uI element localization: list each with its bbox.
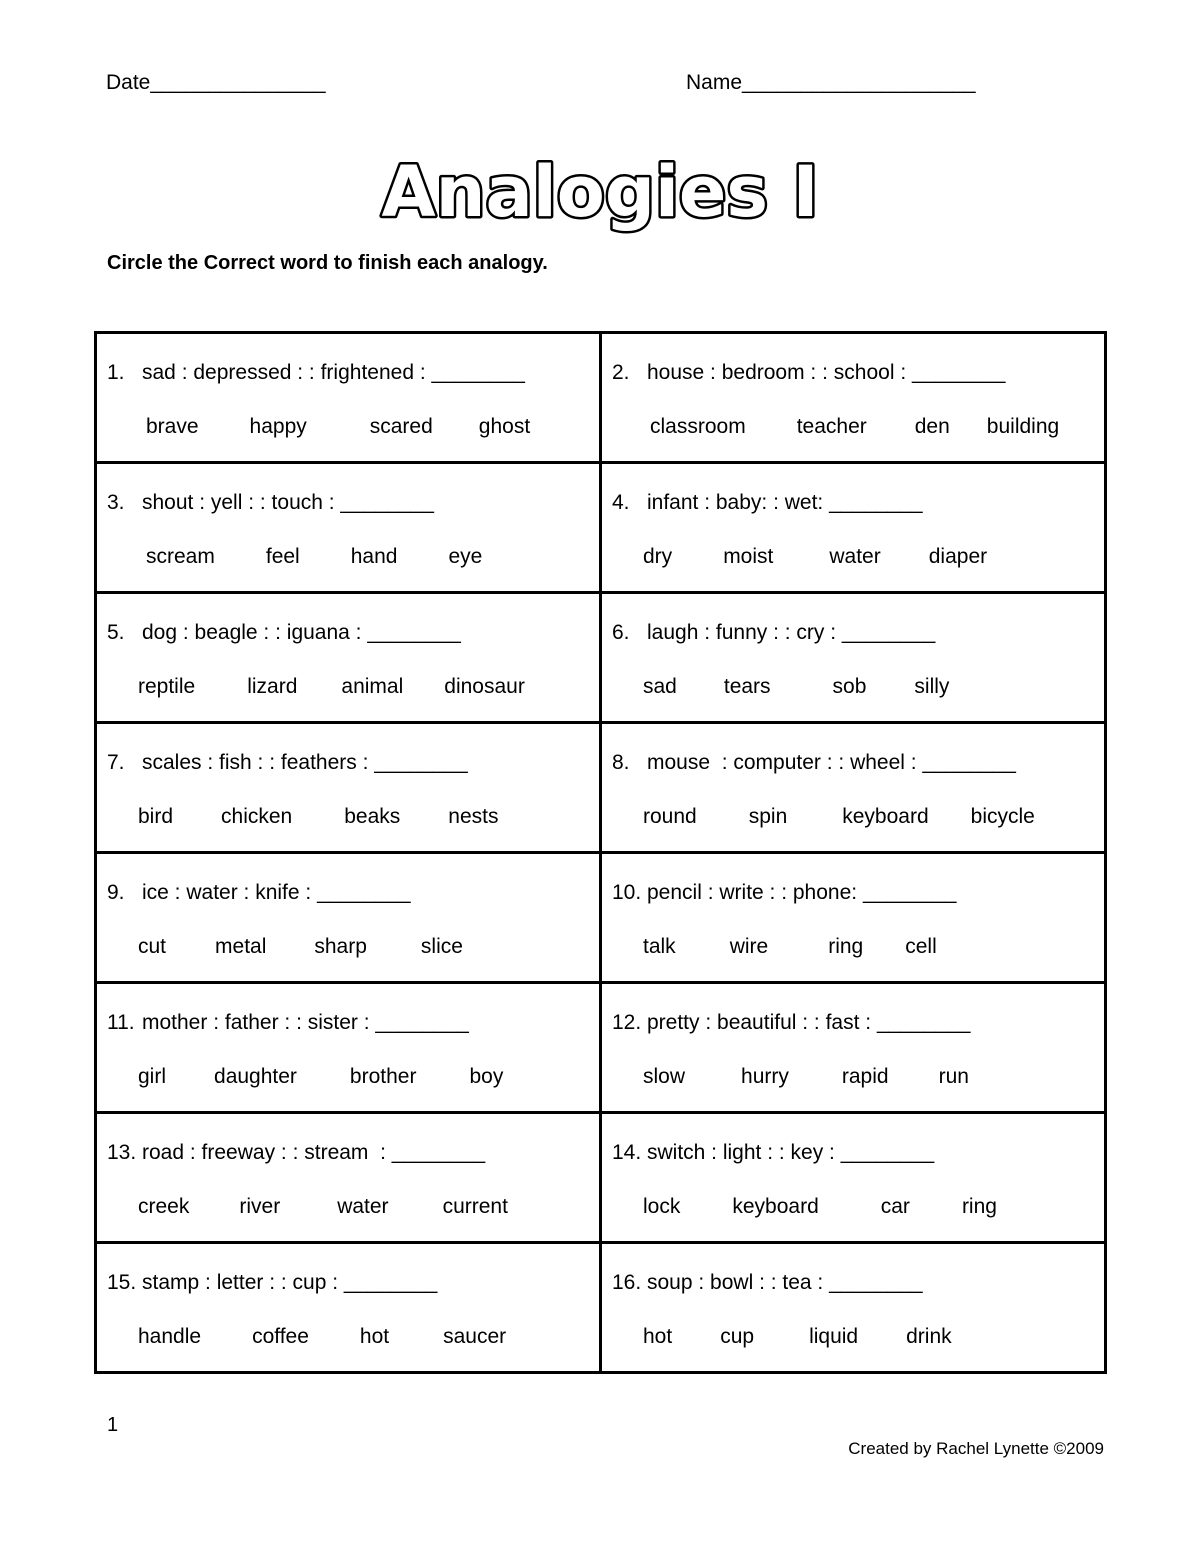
answer-option[interactable]: teacher <box>796 415 867 438</box>
analogy-question <box>612 1271 923 1295</box>
answer-options <box>138 1195 508 1219</box>
answer-options <box>138 1065 503 1089</box>
question-prompt: soup : bowl : : tea : ________ <box>647 1271 923 1294</box>
analogy-question <box>612 1011 970 1035</box>
question-number: 5. <box>107 621 125 644</box>
analogy-cell <box>96 983 601 1113</box>
analogy-cell <box>601 1113 1106 1243</box>
question-number: 11. <box>107 1011 135 1034</box>
answer-option[interactable]: cell <box>905 935 937 958</box>
answer-options <box>138 935 463 959</box>
question-prompt: scales : fish : : feathers : ________ <box>142 751 468 774</box>
answer-options <box>643 1195 997 1219</box>
answer-option[interactable]: wire <box>729 935 769 958</box>
analogy-row <box>96 1113 1106 1243</box>
question-number: 6. <box>612 621 630 644</box>
analogy-question <box>612 881 956 905</box>
answer-option[interactable]: spin <box>748 805 788 828</box>
answer-option[interactable]: building <box>986 415 1060 438</box>
page-title-text: Analogies I <box>381 151 819 233</box>
analogy-cell <box>96 333 601 463</box>
answer-option[interactable]: drink <box>906 1325 952 1348</box>
answer-option[interactable]: hurry <box>741 1065 789 1088</box>
question-number: 2. <box>612 361 630 384</box>
answer-option[interactable]: sob <box>832 675 867 698</box>
question-number: 16. <box>612 1271 642 1294</box>
answer-option[interactable]: cut <box>138 935 167 958</box>
analogy-cell <box>601 1243 1106 1373</box>
answer-option[interactable]: brother <box>349 1065 417 1088</box>
question-number: 1. <box>107 361 125 384</box>
answer-option[interactable]: nests <box>448 805 499 828</box>
answer-option[interactable]: creek <box>138 1195 190 1218</box>
analogy-cell <box>96 1113 601 1243</box>
answer-option[interactable]: rapid <box>841 1065 889 1088</box>
analogy-question <box>107 1271 437 1295</box>
question-number: 9. <box>107 881 125 904</box>
answer-option[interactable]: moist <box>723 545 774 568</box>
question-number: 15. <box>107 1271 137 1294</box>
answer-option[interactable]: hand <box>350 545 398 568</box>
answer-option[interactable]: talk <box>643 935 676 958</box>
credit-line: Created by Rachel Lynette ©2009 <box>848 1439 1104 1458</box>
answer-option[interactable]: keyboard <box>732 1195 819 1218</box>
answer-option[interactable]: hot <box>359 1325 390 1348</box>
analogy-row <box>96 853 1106 983</box>
answer-option[interactable]: coffee <box>252 1325 309 1348</box>
question-prompt: mother : father : : sister : ________ <box>142 1011 469 1034</box>
analogy-row <box>96 1243 1106 1373</box>
question-prompt: shout : yell : : touch : ________ <box>142 491 434 514</box>
answer-option[interactable]: classroom <box>650 415 746 438</box>
answer-options <box>138 1325 506 1349</box>
question-number: 12. <box>612 1011 642 1034</box>
analogy-cell <box>601 463 1106 593</box>
analogy-cell <box>96 463 601 593</box>
question-prompt: ice : water : knife : ________ <box>142 881 411 904</box>
answer-option[interactable]: run <box>938 1065 969 1088</box>
question-prompt: pretty : beautiful : : fast : ________ <box>647 1011 971 1034</box>
page-title <box>0 148 1200 238</box>
answer-options <box>643 675 949 699</box>
analogy-question <box>612 751 1016 775</box>
analogy-cell <box>96 593 601 723</box>
analogy-cell <box>601 853 1106 983</box>
analogy-cell <box>601 593 1106 723</box>
analogy-question <box>107 881 411 905</box>
answer-option[interactable]: keyboard <box>842 805 929 828</box>
answer-options <box>643 1325 952 1349</box>
analogy-cell <box>601 723 1106 853</box>
answer-option[interactable]: feel <box>265 545 300 568</box>
question-number: 7. <box>107 751 125 774</box>
answer-option[interactable]: river <box>239 1195 281 1218</box>
answer-option[interactable]: scream <box>146 545 215 568</box>
question-number: 4. <box>612 491 630 514</box>
date-field[interactable]: Date_______________ <box>106 71 326 94</box>
question-prompt: pencil : write : : phone: ________ <box>647 881 957 904</box>
answer-option[interactable]: ghost <box>478 415 531 438</box>
answer-option[interactable]: water <box>829 545 881 568</box>
answer-option[interactable]: sad <box>643 675 677 698</box>
question-prompt: laugh : funny : : cry : ________ <box>647 621 936 644</box>
analogy-row <box>96 723 1106 853</box>
question-prompt: house : bedroom : : school : ________ <box>647 361 1006 384</box>
instructions: Circle the Correct word to finish each analogy. <box>107 252 548 274</box>
analogy-question <box>107 621 461 645</box>
answer-option[interactable]: metal <box>215 935 267 958</box>
answer-option[interactable]: lizard <box>247 675 298 698</box>
question-number: 3. <box>107 491 125 514</box>
question-number: 14. <box>612 1141 642 1164</box>
analogy-question <box>107 491 434 515</box>
question-prompt: switch : light : : key : ________ <box>647 1141 935 1164</box>
analogy-question <box>107 1141 485 1165</box>
question-prompt: mouse : computer : : wheel : ________ <box>647 751 1016 774</box>
answer-options <box>146 415 530 439</box>
answer-option[interactable]: bicycle <box>970 805 1035 828</box>
answer-option[interactable]: beaks <box>344 805 401 828</box>
analogy-cell <box>96 853 601 983</box>
answer-option[interactable]: ring <box>828 935 864 958</box>
answer-option[interactable]: handle <box>138 1325 202 1348</box>
answer-option[interactable]: water <box>337 1195 389 1218</box>
answer-option[interactable]: animal <box>341 675 404 698</box>
answer-options <box>643 1065 969 1089</box>
analogy-question <box>107 751 468 775</box>
answer-option[interactable]: dry <box>643 545 673 568</box>
answer-options <box>643 805 1035 829</box>
answer-option[interactable]: eye <box>448 545 483 568</box>
analogy-cell <box>96 1243 601 1373</box>
answer-option[interactable]: saucer <box>443 1325 507 1348</box>
analogy-question <box>612 621 935 645</box>
analogy-cell <box>601 333 1106 463</box>
question-prompt: sad : depressed : : frightened : ________ <box>142 361 525 384</box>
analogy-row <box>96 333 1106 463</box>
answer-option[interactable]: tears <box>723 675 771 698</box>
answer-options <box>138 805 498 829</box>
answer-option[interactable]: brave <box>146 415 199 438</box>
answer-option[interactable]: happy <box>249 415 307 438</box>
analogy-question <box>612 491 923 515</box>
answer-options <box>650 415 1059 439</box>
analogy-question <box>107 1011 469 1035</box>
question-number: 8. <box>612 751 630 774</box>
answer-option[interactable]: ring <box>961 1195 997 1218</box>
answer-option[interactable]: reptile <box>138 675 196 698</box>
answer-options <box>643 935 937 959</box>
answer-option[interactable]: sharp <box>314 935 367 958</box>
answer-option[interactable]: scared <box>369 415 433 438</box>
question-prompt: infant : baby: : wet: ________ <box>647 491 923 514</box>
question-number: 13. <box>107 1141 137 1164</box>
analogy-cell <box>96 723 601 853</box>
answer-option[interactable]: slow <box>643 1065 686 1088</box>
question-number: 10. <box>612 881 642 904</box>
answer-option[interactable]: diaper <box>928 545 988 568</box>
answer-option[interactable]: slice <box>420 935 463 958</box>
question-prompt: road : freeway : : stream : ________ <box>142 1141 486 1164</box>
analogy-question <box>612 1141 934 1165</box>
answer-option[interactable]: car <box>880 1195 910 1218</box>
analogy-grid <box>94 331 1107 1374</box>
answer-option[interactable]: daughter <box>214 1065 297 1088</box>
page-number: 1 <box>107 1414 119 1436</box>
question-prompt: dog : beagle : : iguana : ________ <box>142 621 461 644</box>
answer-option[interactable]: cup <box>720 1325 755 1348</box>
name-field[interactable]: Name____________________ <box>686 71 976 94</box>
answer-option[interactable]: silly <box>914 675 950 698</box>
answer-options <box>643 545 987 569</box>
question-prompt: stamp : letter : : cup : ________ <box>142 1271 438 1294</box>
answer-option[interactable]: hot <box>643 1325 673 1348</box>
analogy-question <box>107 361 525 385</box>
answer-option[interactable]: liquid <box>809 1325 859 1348</box>
analogy-row <box>96 593 1106 723</box>
answer-option[interactable]: boy <box>469 1065 504 1088</box>
answer-options <box>146 545 482 569</box>
answer-option[interactable]: girl <box>138 1065 167 1088</box>
answer-option[interactable]: dinosaur <box>444 675 525 698</box>
answer-option[interactable]: current <box>442 1195 508 1218</box>
analogy-question <box>612 361 1005 385</box>
answer-option[interactable]: bird <box>138 805 174 828</box>
analogy-row <box>96 463 1106 593</box>
answer-option[interactable]: round <box>643 805 697 828</box>
analogy-row <box>96 983 1106 1113</box>
answer-option[interactable]: lock <box>643 1195 681 1218</box>
answer-option[interactable]: chicken <box>221 805 293 828</box>
answer-options <box>138 675 525 699</box>
analogy-cell <box>601 983 1106 1113</box>
answer-option[interactable]: den <box>914 415 950 438</box>
